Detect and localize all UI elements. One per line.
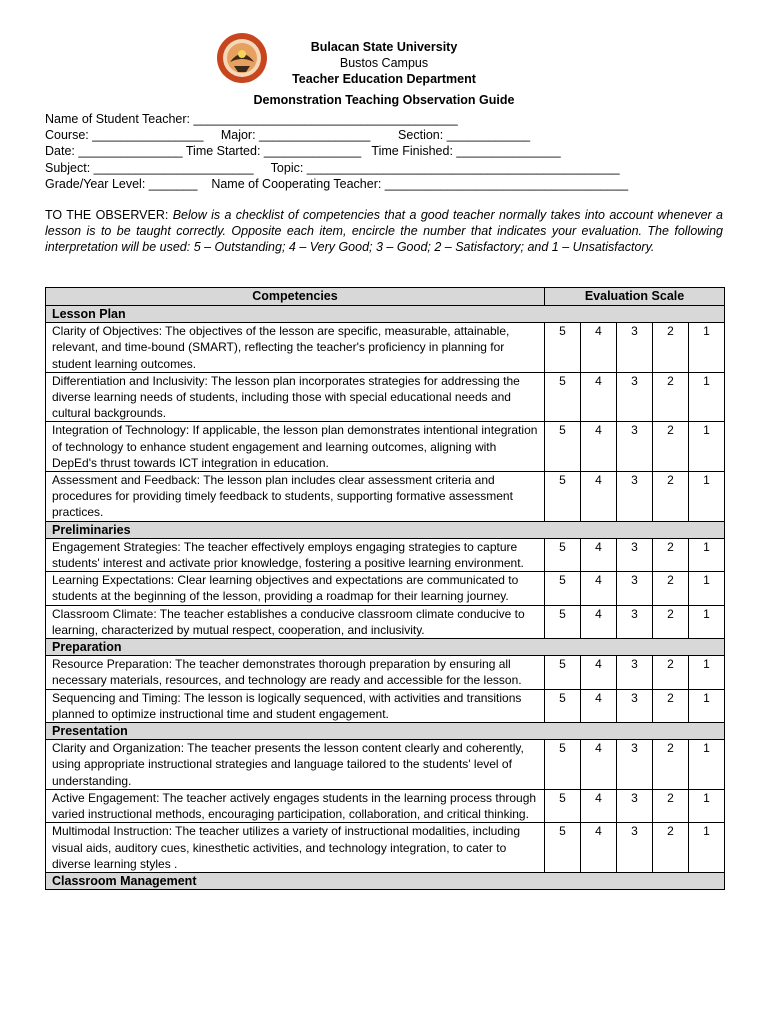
- competency-row: [46, 323, 725, 373]
- rating-option-4[interactable]: 4: [581, 656, 617, 689]
- rating-option-1[interactable]: 1: [689, 422, 725, 472]
- section-title: Preparation: [46, 639, 725, 656]
- rating-option-3[interactable]: 3: [617, 656, 653, 689]
- rating-option-4[interactable]: 4: [581, 605, 617, 638]
- competency-text: Learning Expectations: Clear learning objectives and expectations are communicated to students at the beginning of the lesson, providing a roadmap for their learning journey.: [46, 572, 545, 605]
- rating-option-4[interactable]: 4: [581, 372, 617, 422]
- student-info-fields: [45, 111, 725, 192]
- evaluation-scale-header: Evaluation Scale: [545, 288, 725, 306]
- competency-text: Classroom Climate: The teacher establishes a conducive classroom climate conducive to learning, characterized by mutual respect, cooperation, and inclusivity.: [46, 605, 545, 638]
- header-text-block: [250, 39, 518, 87]
- rating-option-5[interactable]: 5: [545, 656, 581, 689]
- rating-option-1[interactable]: 1: [689, 572, 725, 605]
- competency-text: Integration of Technology: If applicable, the lesson plan demonstrates intentional integration of technology to enhance student engagement and learning outcomes, aligning with DepEd's thrust towards ICT integration in education.: [46, 422, 545, 472]
- section-row: [46, 639, 725, 656]
- competency-text: Multimodal Instruction: The teacher utilizes a variety of instructional modalities, including visual aids, auditory cues, kinesthetic activities, and technology integration, to cater to diverse learning styles .: [46, 823, 545, 873]
- rating-option-2[interactable]: 2: [653, 572, 689, 605]
- rating-option-2[interactable]: 2: [653, 689, 689, 722]
- rating-option-5[interactable]: 5: [545, 689, 581, 722]
- section-row: [46, 723, 725, 740]
- rating-option-1[interactable]: 1: [689, 323, 725, 373]
- competency-text: Assessment and Feedback: The lesson plan includes clear assessment criteria and procedures for providing timely feedback to students, supporting formative assessment practices.: [46, 472, 545, 522]
- subject-topic-field[interactable]: Subject: _______________________ Topic: _____________________________________________: [45, 160, 620, 175]
- rating-option-2[interactable]: 2: [653, 422, 689, 472]
- section-row: [46, 872, 725, 889]
- rating-option-5[interactable]: 5: [545, 823, 581, 873]
- observer-instructions: [45, 207, 723, 256]
- section-title: Preliminaries: [46, 521, 725, 538]
- section-row: [46, 521, 725, 538]
- campus-name: Bustos Campus: [339, 56, 429, 70]
- rating-option-1[interactable]: 1: [689, 740, 725, 790]
- rating-option-2[interactable]: 2: [653, 323, 689, 373]
- rating-option-5[interactable]: 5: [545, 538, 581, 571]
- rating-option-4[interactable]: 4: [581, 323, 617, 373]
- rating-option-3[interactable]: 3: [617, 372, 653, 422]
- competency-row: [46, 656, 725, 689]
- competency-row: [46, 372, 725, 422]
- competency-row: [46, 538, 725, 571]
- rating-option-2[interactable]: 2: [653, 372, 689, 422]
- section-title: Classroom Management: [46, 872, 725, 889]
- rating-option-2[interactable]: 2: [653, 656, 689, 689]
- competency-row: [46, 789, 725, 822]
- rating-option-4[interactable]: 4: [581, 740, 617, 790]
- table-header-row: [46, 288, 725, 306]
- competency-text: Sequencing and Timing: The lesson is logically sequenced, with activities and transitions planned to optimize instructional time and student engagement.: [46, 689, 545, 722]
- competency-row: [46, 605, 725, 638]
- rating-option-5[interactable]: 5: [545, 422, 581, 472]
- rating-option-2[interactable]: 2: [653, 472, 689, 522]
- document-header: [0, 30, 768, 90]
- rating-option-4[interactable]: 4: [581, 789, 617, 822]
- competency-row: [46, 689, 725, 722]
- competency-text: Differentiation and Inclusivity: The lesson plan incorporates strategies for addressing the diverse learning needs of students, including those with special educational needs and cultural backgrounds.: [46, 372, 545, 422]
- rating-option-4[interactable]: 4: [581, 823, 617, 873]
- rating-option-1[interactable]: 1: [689, 656, 725, 689]
- rating-option-5[interactable]: 5: [545, 323, 581, 373]
- competency-row: [46, 472, 725, 522]
- evaluation-table: [45, 287, 725, 890]
- rating-option-3[interactable]: 3: [617, 689, 653, 722]
- rating-option-3[interactable]: 3: [617, 789, 653, 822]
- rating-option-3[interactable]: 3: [617, 538, 653, 571]
- rating-option-5[interactable]: 5: [545, 605, 581, 638]
- observer-lead: TO THE OBSERVER:: [45, 208, 173, 222]
- rating-option-1[interactable]: 1: [689, 689, 725, 722]
- rating-option-3[interactable]: 3: [617, 605, 653, 638]
- section-title: Lesson Plan: [46, 306, 725, 323]
- competency-row: [46, 572, 725, 605]
- competency-text: Resource Preparation: The teacher demonstrates thorough preparation by ensuring all necessary materials, resources, and technology are ready and accessible for the lesson.: [46, 656, 545, 689]
- rating-option-2[interactable]: 2: [653, 538, 689, 571]
- department-name: Teacher Education Department: [292, 72, 476, 86]
- competency-text: Clarity and Organization: The teacher presents the lesson content clearly and coherently, using appropriate instructional strategies and language tailored to the students' level of understanding.: [46, 740, 545, 790]
- competency-text: Clarity of Objectives: The objectives of the lesson are specific, measurable, attainable, relevant, and time-bound (SMART), reflecting the teacher's proficiency in planning for student learning outcomes.: [46, 323, 545, 373]
- rating-option-2[interactable]: 2: [653, 823, 689, 873]
- rating-option-5[interactable]: 5: [545, 572, 581, 605]
- rating-option-1[interactable]: 1: [689, 472, 725, 522]
- rating-option-1[interactable]: 1: [689, 823, 725, 873]
- rating-option-3[interactable]: 3: [617, 572, 653, 605]
- rating-option-1[interactable]: 1: [689, 789, 725, 822]
- observer-text: Below is a checklist of competencies that a good teacher normally takes into account whenever a lesson is to be taught correctly. Opposite each item, encircle the number that indicates your evaluation. The following interpretation will be used: 5 – Outstanding; 4 – Very Good; 3 – Good; 2 – Satisfactory; and 1 – Unsatisfactory.: [45, 208, 723, 255]
- competency-row: [46, 740, 725, 790]
- rating-option-3[interactable]: 3: [617, 323, 653, 373]
- rating-option-3[interactable]: 3: [617, 422, 653, 472]
- rating-option-4[interactable]: 4: [581, 472, 617, 522]
- course-major-section-field[interactable]: Course: ________________ Major: ________________ Section: ____________: [45, 128, 531, 143]
- rating-option-2[interactable]: 2: [653, 605, 689, 638]
- competency-row: [46, 422, 725, 472]
- university-name: Bulacan State University: [310, 40, 458, 54]
- rating-option-2[interactable]: 2: [653, 789, 689, 822]
- rating-option-1[interactable]: 1: [689, 605, 725, 638]
- rating-option-5[interactable]: 5: [545, 789, 581, 822]
- rating-option-5[interactable]: 5: [545, 372, 581, 422]
- rating-option-4[interactable]: 4: [581, 572, 617, 605]
- rating-option-4[interactable]: 4: [581, 538, 617, 571]
- section-title: Presentation: [46, 723, 725, 740]
- document-title: Demonstration Teaching Observation Guide: [253, 93, 515, 107]
- grade-cooperating-teacher-field[interactable]: Grade/Year Level: _______ Name of Cooperating Teacher: ___________________________________: [45, 176, 629, 191]
- competencies-header: Competencies: [46, 288, 545, 306]
- rating-option-1[interactable]: 1: [689, 538, 725, 571]
- rating-option-3[interactable]: 3: [617, 472, 653, 522]
- competency-text: Active Engagement: The teacher actively engages students in the learning process through varied instructional methods, encouraging participation, collaboration, and critical thinking.: [46, 789, 545, 822]
- section-row: [46, 306, 725, 323]
- competency-row: [46, 823, 725, 873]
- rating-option-1[interactable]: 1: [689, 372, 725, 422]
- rating-option-3[interactable]: 3: [617, 823, 653, 873]
- rating-option-2[interactable]: 2: [653, 740, 689, 790]
- rating-option-5[interactable]: 5: [545, 472, 581, 522]
- rating-option-3[interactable]: 3: [617, 740, 653, 790]
- date-time-field[interactable]: Date: _______________ Time Started: ______________ Time Finished: _______________: [45, 144, 561, 159]
- student-teacher-field[interactable]: Name of Student Teacher: ______________________________________: [45, 112, 458, 126]
- rating-option-4[interactable]: 4: [581, 422, 617, 472]
- competency-text: Engagement Strategies: The teacher effectively employs engaging strategies to capture students' interest and activate prior knowledge, fostering a positive learning environment.: [46, 538, 545, 571]
- rating-option-4[interactable]: 4: [581, 689, 617, 722]
- rating-option-5[interactable]: 5: [545, 740, 581, 790]
